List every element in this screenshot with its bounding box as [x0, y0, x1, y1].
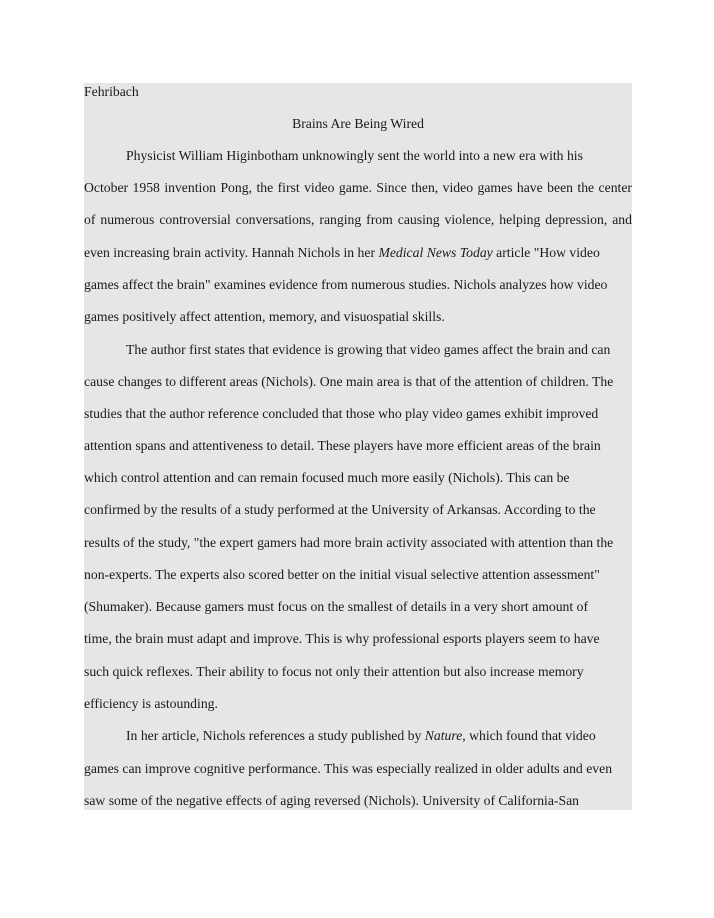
paragraph-3-text: , which found that video	[462, 728, 596, 743]
paragraph-2-line: confirmed by the results of a study performed at the University of Arkansas. According to the	[84, 502, 596, 517]
paragraph-2-line: studies that the author reference concluded that those who play video games exhibit improved	[84, 406, 599, 421]
document-title: Brains Are Being Wired	[292, 116, 424, 131]
paragraph-3-line	[84, 727, 632, 745]
publication-name: Nature	[424, 728, 463, 743]
paragraph-3-line: saw some of the negative effects of aging reversed (Nichols). University of California-San	[84, 793, 580, 808]
paragraph-3-line: games can improve cognitive performance. This was especially realized in older adults and even	[84, 761, 613, 776]
paragraph-2-line: non-experts. The experts also scored better on the initial visual selective attention assessment"	[84, 567, 600, 582]
paragraph-2-line: time, the brain must adapt and improve. This is why professional esports players seem to have	[84, 631, 600, 646]
paragraph-1-line: October 1958 invention Pong, the first video game. Since then, video games have been the center	[84, 180, 632, 195]
paragraph-2-line: attention spans and attentiveness to detail. These players have more efficient areas of the brain	[84, 438, 601, 453]
paragraph-2-line: cause changes to different areas (Nichols). One main area is that of the attention of children. The	[84, 374, 614, 389]
paragraph-2-line: (Shumaker). Because gamers must focus on the smallest of details in a very short amount of	[84, 599, 589, 614]
paragraph-1-line: Physicist William Higinbotham unknowingly sent the world into a new era with his	[126, 148, 583, 163]
paragraph-1-text: even increasing brain activity. Hannah Nichols in her	[84, 245, 379, 260]
paragraph-2-line: The author first states that evidence is growing that video games affect the brain and can	[126, 342, 611, 357]
publication-name: Medical News Today	[378, 245, 493, 260]
running-header-author: Fehribach	[84, 84, 139, 99]
paragraph-1-line: of numerous controversial conversations, ranging from causing violence, helping depression, and	[84, 212, 632, 227]
paragraph-2-line: which control attention and can remain focused much more easily (Nichols). This can be	[84, 470, 570, 485]
paragraph-2-line: such quick reflexes. Their ability to focus not only their attention but also increase memory	[84, 664, 584, 679]
paragraph-1-line: games positively affect attention, memory, and visuospatial skills.	[84, 309, 445, 324]
paragraph-1-line: games affect the brain" examines evidence from numerous studies. Nichols analyzes how video	[84, 277, 608, 292]
paragraph-1-line	[84, 244, 632, 262]
paragraph-2-line: results of the study, "the expert gamers had more brain activity associated with attention than the	[84, 535, 614, 550]
paragraph-2-line: efficiency is astounding.	[84, 696, 218, 711]
paragraph-1-text: article "How video	[492, 245, 600, 260]
paragraph-3-text: In her article, Nichols references a study published by	[126, 728, 425, 743]
